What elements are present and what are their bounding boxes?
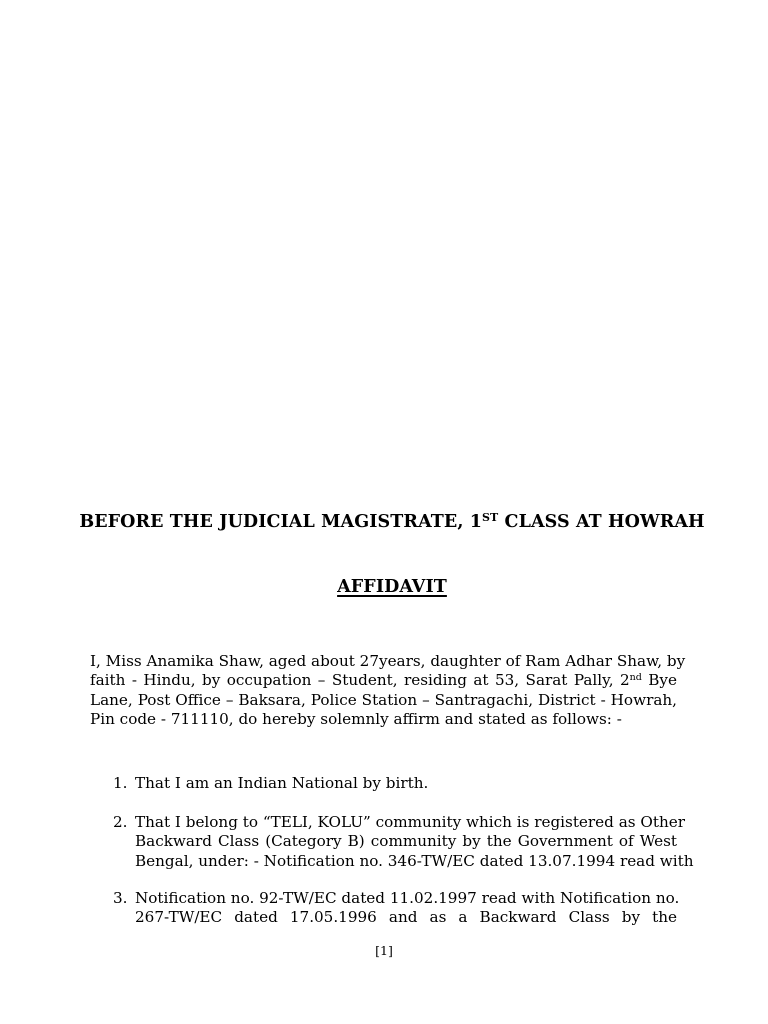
intro-line-text: Bye <box>641 671 678 690</box>
list-item-number: 3. <box>113 889 128 907</box>
court-heading-ordinal-suffix: ST <box>482 511 499 524</box>
intro-line: Pin code - 711110, do hereby solemnly affirm and stated as follows: - <box>90 709 622 728</box>
list-item-line: Bengal, under: - Notification no. 346-TW/EC dated 13.07.1994 read with <box>135 851 694 870</box>
list-item <box>113 813 694 871</box>
list-item <box>113 889 680 928</box>
list-item-number: 2. <box>113 813 128 831</box>
list-item-line: That I belong to “TELI, KOLU” community which is registered as Other <box>135 813 685 831</box>
page-number: [1] <box>375 943 393 958</box>
court-heading-prefix: BEFORE THE JUDICIAL MAGISTRATE, 1 <box>79 512 483 532</box>
document-title: AFFIDAVIT <box>337 577 447 597</box>
court-heading-suffix: CLASS AT HOWRAH <box>498 512 705 532</box>
list-item <box>113 774 677 793</box>
intro-line <box>90 671 677 690</box>
list-item-line: Backward Class (Category B) community by the Government of West <box>135 832 677 851</box>
list-item-line: That I am an Indian National by birth. <box>135 774 429 792</box>
intro-paragraph <box>90 652 686 729</box>
list-item-line: Notification no. 92-TW/EC dated 11.02.1997 read with Notification no. <box>135 889 680 907</box>
list-item-number: 1. <box>113 774 128 792</box>
intro-line: I, Miss Anamika Shaw, aged about 27years, daughter of Ram Adhar Shaw, by <box>90 652 686 670</box>
intro-line: Lane, Post Office – Baksara, Police Station – Santragachi, District - Howrah, <box>90 690 677 709</box>
intro-line-text: faith - Hindu, by occupation – Student, residing at 53, Sarat Pally, 2 <box>90 671 630 690</box>
court-heading <box>0 512 768 532</box>
list-item-line: 267-TW/EC dated 17.05.1996 and as a Backward Class by the <box>135 908 677 927</box>
intro-ordinal-suffix: nd <box>629 672 642 684</box>
